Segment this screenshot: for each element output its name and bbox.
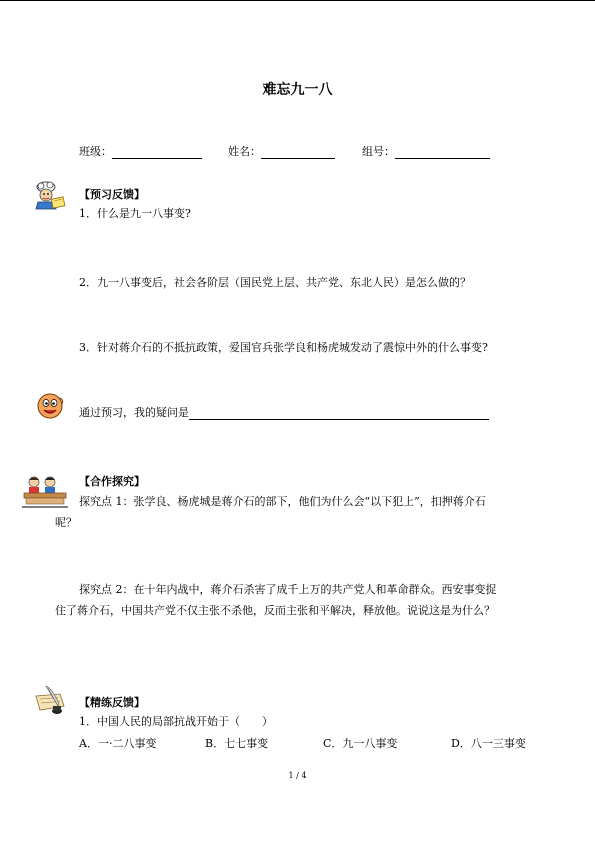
preview-question-1: 1．什么是九一八事变?	[79, 207, 191, 220]
preview-question-2: 2．九一八事变后，社会各阶层（国民党上层、共产党、东北人民）是怎么做的？	[79, 276, 471, 289]
chef-reading-icon	[32, 180, 68, 210]
preview-question-3: 3．针对蒋介石的不抵抗政策，爱国官兵张学良和杨虎城发动了震惊中外的什么事变?	[79, 341, 488, 354]
doubt-label: 通过预习，我的疑问是	[79, 406, 189, 419]
quill-ink-icon	[32, 684, 68, 718]
option-b[interactable]: B．七七事变	[205, 737, 269, 750]
class-label: 班级：	[79, 145, 112, 158]
name-label: 姓名：	[228, 145, 261, 158]
group-label: 组号：	[362, 145, 395, 158]
explore-point-1-line-1: 探究点 1：张学良、杨虎城是蒋介石的部下，他们为什么会“以下犯上”，扣押蒋介石	[79, 495, 486, 508]
explore-point-1-line-2: 呢？	[55, 516, 77, 529]
group-blank[interactable]	[395, 146, 490, 159]
page-top-border	[0, 0, 595, 1]
explore-point-2-line-1: 探究点 2：在十年内战中，蒋介石杀害了成千上万的共产党人和革命群众。西安事变捉	[79, 583, 497, 596]
group-field	[362, 145, 490, 159]
option-a[interactable]: A．一·二八事变	[79, 737, 157, 750]
page-title: 难忘九一八	[262, 82, 333, 98]
doubt-line	[79, 406, 489, 420]
option-d[interactable]: D．八一三事变	[451, 737, 526, 750]
name-blank[interactable]	[261, 146, 335, 159]
students-desk-icon	[20, 474, 70, 508]
option-c[interactable]: C．九一八事变	[323, 737, 398, 750]
section-practice-heading: 【精练反馈】	[79, 696, 145, 709]
class-blank[interactable]	[112, 146, 202, 159]
class-field	[79, 145, 202, 159]
section-preview-heading: 【预习反馈】	[79, 188, 145, 201]
practice-question-1: 1．中国人民的局部抗战开始于（ ）	[79, 715, 273, 728]
explore-point-2-line-2: 住了蒋介石，中国共产党不仅主张不杀他，反而主张和平解决，释放他。说说这是为什么？	[55, 604, 495, 617]
smiley-face-icon	[36, 392, 66, 420]
section-explore-heading: 【合作探究】	[79, 475, 145, 488]
name-field	[228, 145, 335, 159]
page-number: 1 / 4	[288, 771, 307, 780]
doubt-blank[interactable]	[189, 407, 489, 420]
